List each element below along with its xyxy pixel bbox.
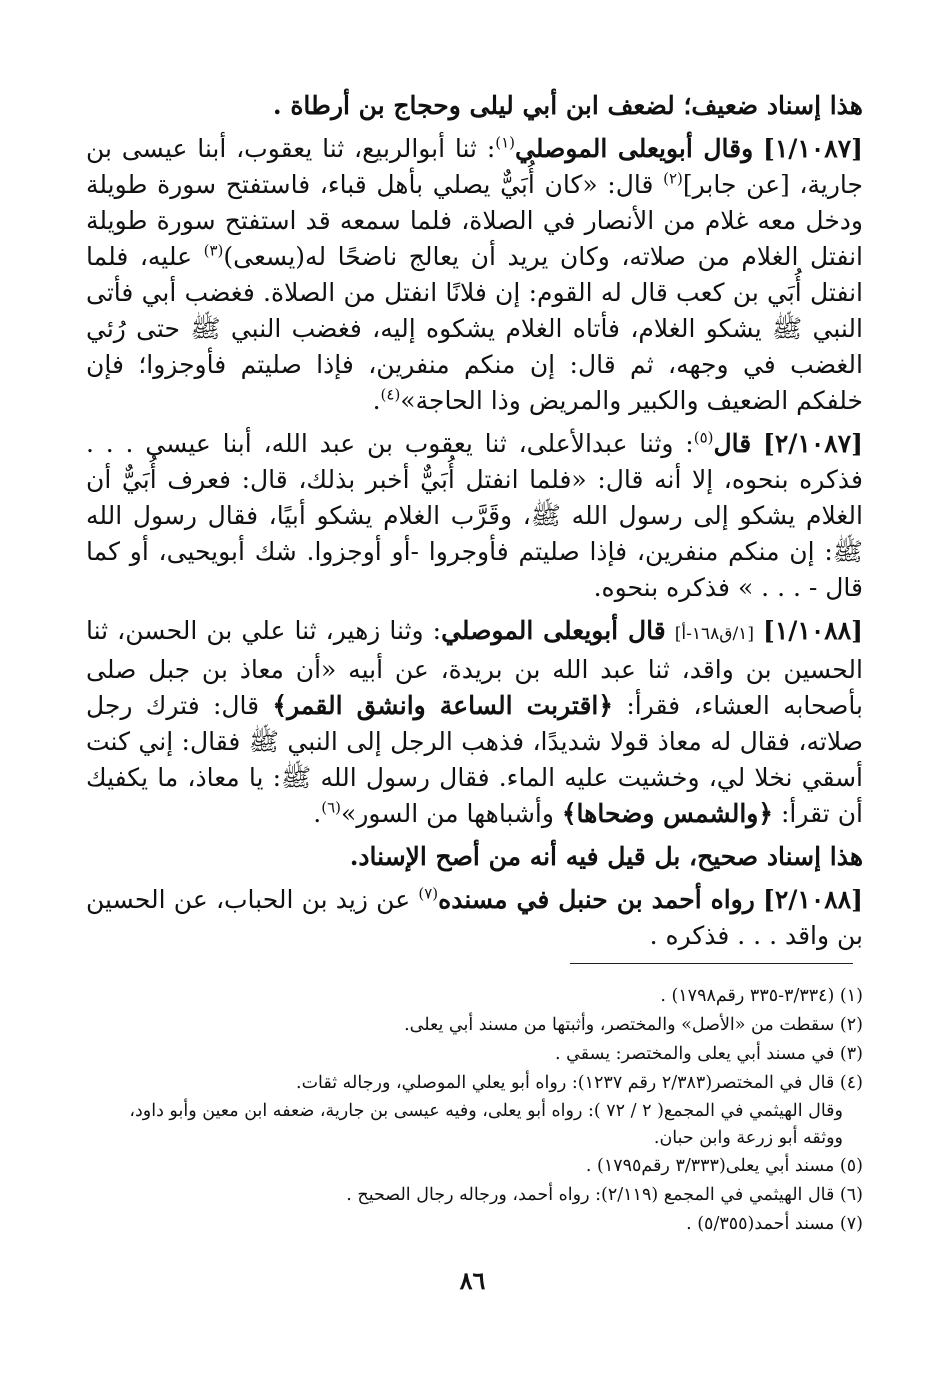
narrator-name: قال أبويعلى الموصلي (441, 616, 666, 645)
manuscript-folio: [١/ق١٦٨-أ] (674, 624, 754, 644)
paragraph-grading-1: هذا إسناد ضعيف؛ لضعف ابن أبي ليلى وحجاج بن أرطاة . (272, 91, 863, 120)
paragraph-text: : ثنا أبوالربيع، ثنا يعقوب، أبنا عيسى بن جارية، [عن جابر] (86, 134, 864, 199)
paragraph-text: . (313, 799, 322, 828)
footnotes-section (86, 982, 863, 1239)
paragraph-hadith-1088-2 (86, 882, 863, 954)
quran-verse: ﴿اقتربت الساعة وانشق القمر﴾ (272, 691, 614, 720)
footnote-divider (570, 963, 853, 964)
hadith-number: [١/١٠٨٧] (763, 134, 863, 163)
footnote-ref: (٢) (663, 169, 683, 188)
footnote-ref: (٥) (693, 428, 714, 447)
narrator-name: قال (713, 429, 752, 458)
hadith-number: [١/١٠٨٨] (763, 616, 863, 645)
paragraph-grading-2: هذا إسناد صحيح، بل قيل فيه أنه من أصح الإسناد. (349, 842, 863, 871)
paragraph-text: : وثنا زهير، ثنا علي بن الحسن، ثنا الحسين بن واقد، ثنا عبد الله بن بريدة، عن أبيه «أن معاذ بن جبل صلى بأصحابه العشاء، فقرأ: (86, 616, 863, 720)
footnote-7: (٧) مسند أحمد(٥/٣٥٥) . (686, 1214, 863, 1234)
page-number: ٨٦ (459, 1266, 486, 1295)
narrator-name: رواه أحمد بن حنبل في مسنده (438, 885, 755, 914)
footnote-4-continuation: وقال الهيثمي في المجمع( ٢ / ٧٢ ): رواه أبو يعلى، وفيه عيسى بن جارية، ضعفه ابن معين وأبو داود، ووثقه أبو زرعة وابن حبان. (129, 1101, 843, 1148)
footnote-1: (١) (٣/٣٣٤-٣٣٥ رقم١٧٩٨) . (660, 986, 863, 1006)
footnote-2: (٢) سقطت من «الأصل» والمختصر، وأثبتها من مسند أبي يعلى. (404, 1015, 863, 1035)
paragraph-text: وأشباهها من السور» (341, 799, 562, 828)
footnote-6: (٦) قال الهيثمي في المجمع (٢/١١٩): رواه أحمد، ورجاله رجال الصحيح . (346, 1185, 863, 1205)
paragraph-hadith-1088-1 (86, 613, 863, 832)
footnote-4: (٤) قال في المختصر(٢/٣٨٣ رقم ١٢٣٧): رواه أبو يعلي الموصلي، ورجاله ثقات. (296, 1073, 863, 1093)
narrator-name: وقال أبويعلى الموصلي (515, 134, 754, 163)
footnote-ref: (٤) (380, 385, 401, 404)
footnote-3: (٣) في مسند أبي يعلى والمختصر: يسقي . (555, 1044, 863, 1064)
paragraph-text: قال: فترك رجل صلاته، فقال له معاذ قولا شديدًا، فذهب الرجل إلى النبي ﷺ فقال: إني كنت أسقي نخلا لي، وخشيت عليه الماء. فقال رسول الله ﷺ: يا معاذ، ما يكفيك أن تقرأ: (86, 691, 863, 828)
footnote-ref: (٧) (418, 884, 439, 903)
paragraph-hadith-1087-2 (86, 426, 863, 606)
paragraph-text: . (372, 386, 381, 415)
paragraph-hadith-1087-1 (86, 131, 863, 419)
paragraph-text: قال: «كان أُبَيٌّ يصلي بأهل قباء، فاستفتح سورة طويلة ودخل معه غلام من الأنصار في الصلاة، فلما سمعه قد استفتح سورة طويلة انفتل الغلام من صلاته، وكان يريد أن يعالج ناضحًا له(يسعى) (86, 170, 863, 271)
quran-verse: ﴿والشمس وضحاها﴾ (561, 799, 774, 828)
footnote-ref: (١) (495, 133, 516, 152)
footnote-ref: (٦) (321, 798, 342, 817)
paragraph-text: : وثنا عبدالأعلى، ثنا يعقوب بن عبد الله، أبنا عيسى . . . فذكره بنحوه، إلا أنه قال: «فلما انفتل أُبَيٌّ أخبر بذلك، قال: فعرف أُبَيٌّ أن الغلام يشكو إلى رسول الله ﷺ، وقَرَّب الغلام يشكو أبيًا، فقال رسول الله ﷺ: إن منكم منفرين، فإذا صليتم فأوجروا -أو أوجزوا. شك أبويحيى، أو كما قال - . . . » فذكره بنحوه. (86, 429, 863, 602)
hadith-number: [٢/١٠٨٧] (763, 429, 863, 458)
paragraph-text: عن زيد بن الحباب، عن الحسين بن واقد . . . فذكره . (86, 885, 863, 950)
footnote-ref: (٣) (203, 241, 224, 260)
footnote-5: (٥) مسند أبي يعلى(٣/٣٣٣ رقم١٧٩٥) . (585, 1156, 863, 1176)
paragraph-text: عليه، فلما انفتل أُبَي بن كعب قال له القوم: إن فلانًا انفتل من الصلاة. فغضب أبي فأتى النبي ﷺ يشكو الغلام، فأتاه الغلام يشكوه إليه، فغضب النبي ﷺ حتى رُئي الغضب في وجهه، ثم قال: إن منكم منفرين، فإذا صليتم فأوجزوا؛ فإن خلفكم الضعيف والكبير والمريض وذا الحاجة» (86, 242, 863, 415)
hadith-number: [٢/١٠٨٨] (763, 885, 863, 914)
